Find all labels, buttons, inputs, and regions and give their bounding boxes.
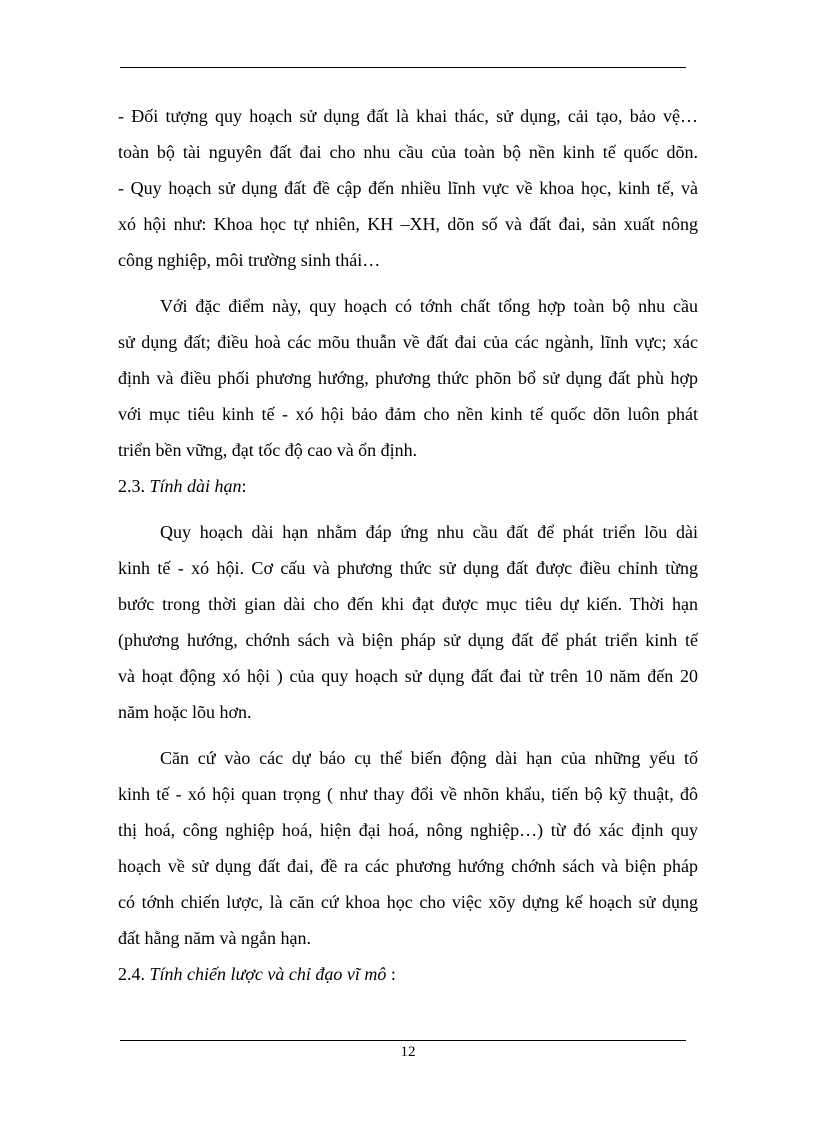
text-line: và hoạt động xó hội ) của quy hoạch sử dụng đất đai từ trên 10 năm đến 20 — [118, 666, 698, 686]
text-line: định và điều phối phương hướng, phương thức phõn bổ sử dụng đất phù hợp — [118, 368, 698, 388]
text-line: triển bền vững, đạt tốc độ cao và ổn định. — [118, 440, 418, 460]
text-line: có tớnh chiến lược, là căn cứ khoa học cho việc xõy dựng kế hoạch sử dụng — [118, 892, 698, 912]
text-line: sử dụng đất; điều hoà các mõu thuẫn về đất đai của các ngành, lĩnh vực; xác — [118, 332, 698, 352]
text-line: Với đặc điểm này, quy hoạch có tớnh chất tổng hợp toàn bộ nhu cầu — [160, 296, 698, 316]
heading-suffix: : — [241, 476, 247, 496]
text-line: với mục tiêu kinh tế - xó hội bảo đảm cho nền kinh tế quốc dõn luôn phát — [118, 404, 698, 424]
heading-number: 2.4. — [118, 964, 150, 984]
text-line: thị hoá, công nghiệp hoá, hiện đại hoá, nông nghiệp…) từ đó xác định quy — [118, 820, 698, 840]
paragraph-forecast — [118, 740, 698, 956]
text-line: kinh tế - xó hội. Cơ cấu và phương thức sử dụng đất được điều chỉnh từng — [118, 558, 698, 578]
heading-title: Tính chiến lược và chỉ đạo vĩ mô — [149, 964, 387, 984]
text-line: toàn bộ tài nguyên đất đai cho nhu cầu của toàn bộ nền kinh tế quốc dõn. — [118, 142, 698, 162]
text-line: Quy hoạch dài hạn nhằm đáp ứng nhu cầu đất để phát triển lõu dài — [160, 522, 698, 542]
text-line: kinh tế - xó hội quan trọng ( như thay đổi về nhõn khẩu, tiến bộ kỹ thuật, đô — [118, 784, 698, 804]
heading-number: 2.3. — [118, 476, 150, 496]
text-line: - Đối tượng quy hoạch sử dụng đất là khai thác, sử dụng, cải tạo, bảo vệ… — [118, 106, 698, 126]
text-line: năm hoặc lõu hơn. — [118, 702, 252, 722]
text-line: xó hội như: Khoa học tự nhiên, KH –XH, dõn số và đất đai, sản xuất nông — [118, 214, 698, 234]
heading-suffix: : — [386, 964, 396, 984]
text-line: bước trong thời gian dài cho đến khi đạt được mục tiêu dự kiến. Thời hạn — [118, 594, 698, 614]
paragraph-long-term — [118, 514, 698, 730]
footer-rule — [120, 1040, 686, 1041]
text-line: Căn cứ vào các dự báo cụ thể biến động dài hạn của những yếu tố — [160, 748, 698, 768]
text-line: hoạch về sử dụng đất đai, đề ra các phương hướng chớnh sách và biện pháp — [118, 856, 698, 876]
bullet-block — [118, 98, 698, 278]
text-line: đất hằng năm và ngắn hạn. — [118, 928, 311, 948]
heading-title: Tính dài hạn — [149, 476, 242, 496]
text-line: công nghiệp, môi trường sinh thái… — [118, 250, 381, 270]
section-heading-2-4 — [118, 956, 698, 992]
page-number: 12 — [400, 1044, 416, 1060]
paragraph-characteristics — [118, 288, 698, 468]
text-line: (phương hướng, chớnh sách và biện pháp sử dụng đất để phát triển kinh tế — [118, 630, 698, 650]
header-rule — [120, 67, 686, 68]
page-body — [118, 98, 698, 992]
text-line: - Quy hoạch sử dụng đất đề cập đến nhiều lĩnh vực về khoa học, kinh tế, và — [118, 178, 698, 198]
section-heading-2-3 — [118, 468, 698, 504]
